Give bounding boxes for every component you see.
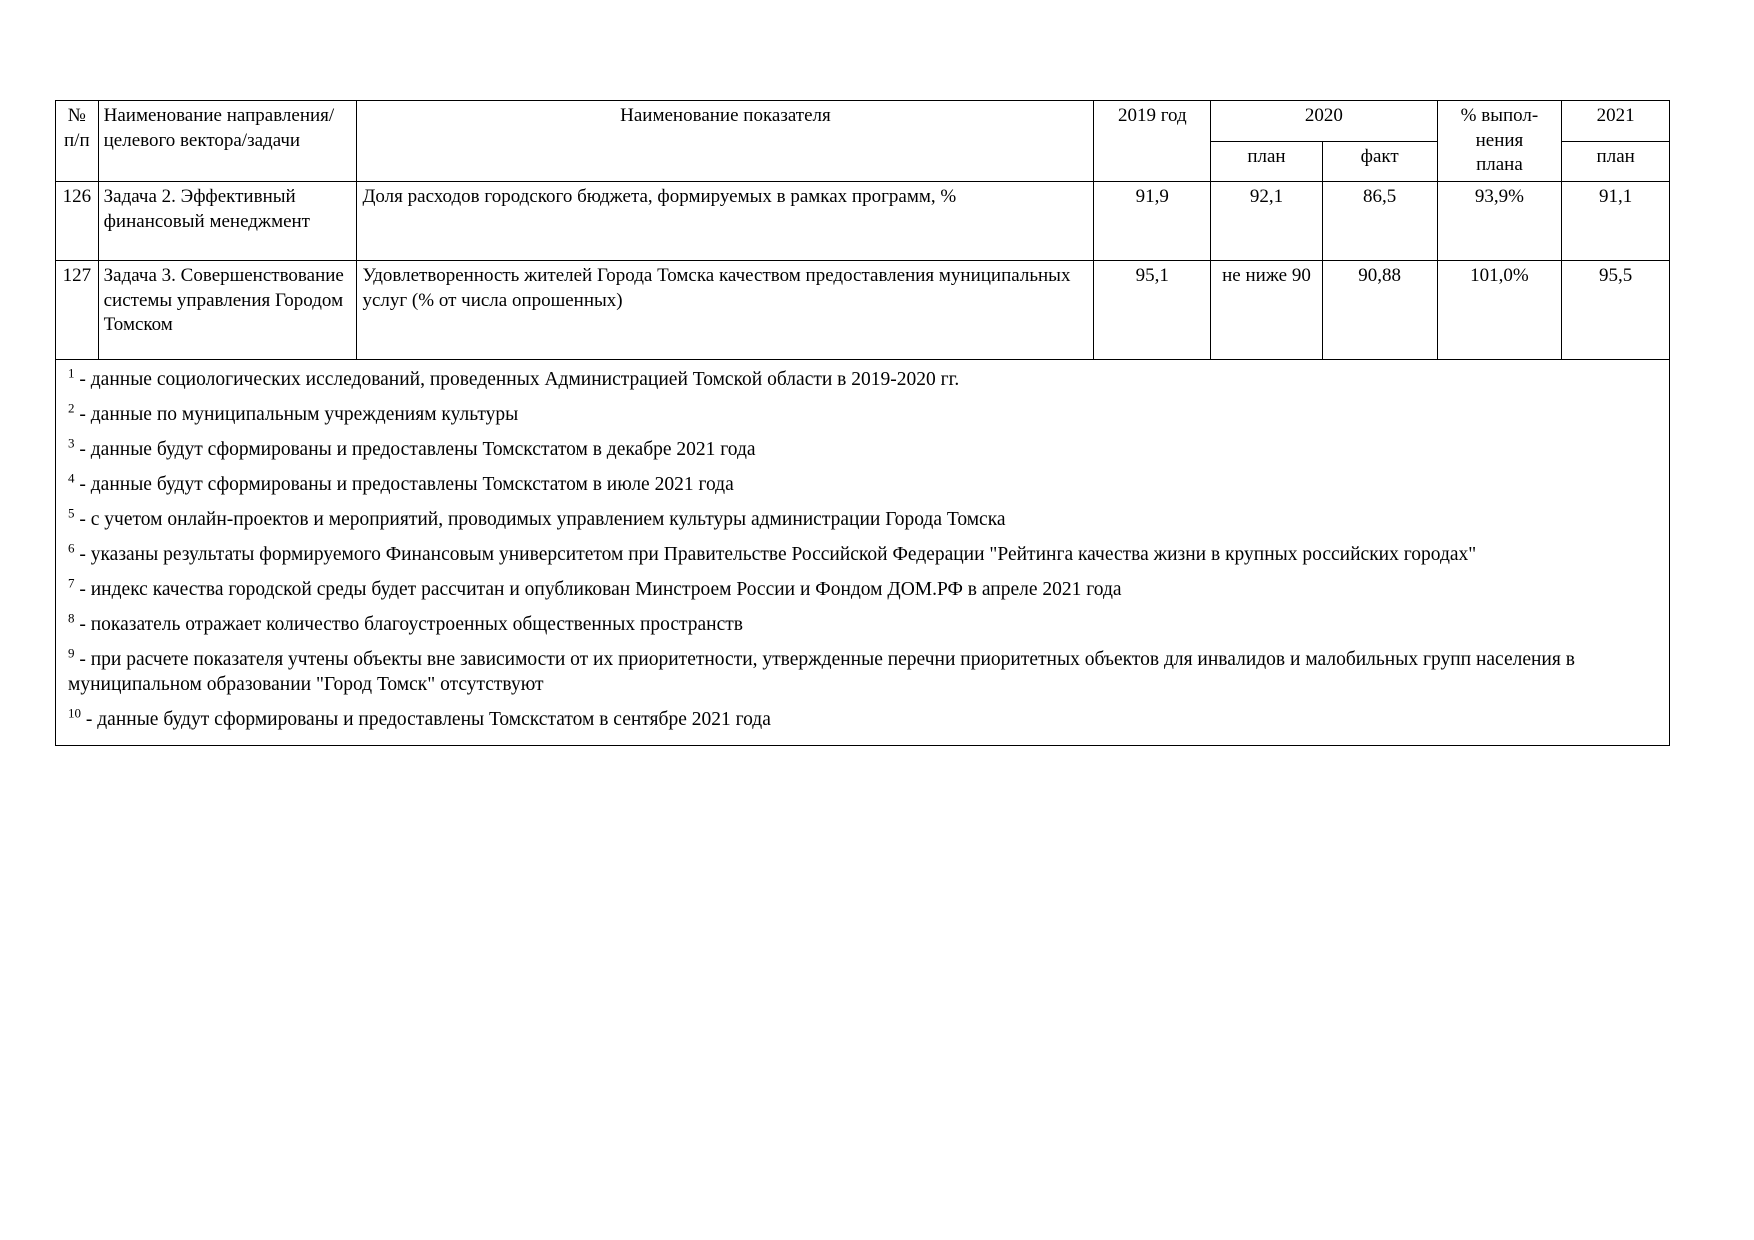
row-plan-2021: 91,1 — [1562, 182, 1670, 261]
footnote-marker: 9 — [68, 645, 75, 661]
column-header-indicator: Наименование показателя — [357, 101, 1094, 182]
row-plan-2021: 95,5 — [1562, 261, 1670, 360]
row-indicator: Доля расходов городского бюджета, формируемых в рамках программ, % — [357, 182, 1094, 261]
table-row — [56, 182, 1670, 261]
footnote-text: - указаны результаты формируемого Финансовым университетом при Правительстве Российской Федерации "Рейтинга качества жизни в крупных российских городах" — [74, 543, 1477, 565]
column-header-number-line1: № — [67, 105, 86, 126]
row-value-2019: 95,1 — [1094, 261, 1211, 360]
row-direction: Задача 2. Эффективный финансовый менеджмент — [98, 182, 357, 261]
footnote-text: - данные будут сформированы и предоставлены Томскстатом в июле 2021 года — [74, 473, 734, 495]
row-direction: Задача 3. Совершенствование системы управления Городом Томском — [98, 261, 357, 360]
row-fact-2020: 90,88 — [1322, 261, 1437, 360]
footnote-item — [66, 645, 1659, 698]
row-fact-2020: 86,5 — [1322, 182, 1437, 261]
table-row — [56, 261, 1670, 360]
column-header-number — [56, 101, 99, 182]
footnotes-block — [55, 360, 1670, 745]
footnote-text: - данные будут сформированы и предоставлены Томскстатом в сентябре 2021 года — [81, 708, 771, 730]
document-page — [55, 100, 1695, 746]
row-number: 127 — [56, 261, 99, 360]
footnote-marker: 1 — [68, 365, 75, 381]
indicators-table — [55, 100, 1670, 360]
footnote-marker: 4 — [68, 470, 75, 486]
footnote-item — [66, 610, 1659, 638]
footnote-item — [66, 435, 1659, 463]
table-header — [56, 101, 1670, 182]
footnote-marker: 5 — [68, 505, 75, 521]
footnote-marker: 6 — [68, 540, 75, 556]
footnote-marker: 10 — [68, 705, 81, 721]
column-header-plan-2020: план — [1211, 141, 1323, 182]
footnote-text: - данные по муниципальным учреждениям культуры — [74, 404, 519, 426]
column-header-number-line2: п/п — [64, 129, 90, 151]
footnote-text: - с учетом онлайн-проектов и мероприятий, проводимых управлением культуры администрации Города Томска — [74, 508, 1006, 530]
column-header-plan-2021: план — [1562, 141, 1670, 182]
footnote-item — [66, 400, 1659, 428]
row-indicator: Удовлетворенность жителей Города Томска качеством предоставления муниципальных услуг (% от числа опрошенных) — [357, 261, 1094, 360]
footnote-text: - показатель отражает количество благоустроенных общественных пространств — [74, 613, 744, 635]
footnote-text: - данные будут сформированы и предоставлены Томскстатом в декабре 2021 года — [74, 438, 756, 460]
footnote-marker: 7 — [68, 575, 75, 591]
footnote-item — [66, 540, 1659, 568]
column-header-2021: 2021 — [1562, 101, 1670, 142]
footnote-item — [66, 575, 1659, 603]
footnote-marker: 2 — [68, 400, 75, 416]
column-header-fact-2020: факт — [1322, 141, 1437, 182]
table-body — [56, 182, 1670, 360]
footnote-text: - индекс качества городской среды будет рассчитан и опубликован Минстроем России и Фондом ДОМ.РФ в апреле 2021 года — [74, 578, 1122, 600]
column-header-percent — [1437, 101, 1562, 182]
footnote-item — [66, 470, 1659, 498]
footnote-item — [66, 705, 1659, 733]
column-header-2019: 2019 год — [1094, 101, 1211, 182]
table-header-row-1 — [56, 101, 1670, 142]
column-header-percent-line2: нения — [1475, 129, 1524, 151]
column-header-direction: Наименование направления/целевого вектора/задачи — [98, 101, 357, 182]
row-number: 126 — [56, 182, 99, 261]
column-header-percent-line3: плана — [1476, 154, 1523, 176]
footnote-text: - данные социологических исследований, проведенных Администрацией Томской области в 2019-2020 гг. — [74, 369, 960, 391]
footnote-item — [66, 365, 1659, 393]
row-plan-2020: 92,1 — [1211, 182, 1323, 261]
footnote-item — [66, 505, 1659, 533]
row-plan-2020: не ниже 90 — [1211, 261, 1323, 360]
footnote-marker: 8 — [68, 610, 75, 626]
row-percent: 93,9% — [1437, 182, 1562, 261]
row-value-2019: 91,9 — [1094, 182, 1211, 261]
footnote-marker: 3 — [68, 435, 75, 451]
column-header-2020: 2020 — [1211, 101, 1437, 142]
column-header-percent-line1: % выпол- — [1460, 105, 1539, 126]
row-percent: 101,0% — [1437, 261, 1562, 360]
footnote-text: - при расчете показателя учтены объекты вне зависимости от их приоритетности, утвержденные перечни приоритетных объектов для инвалидов и малобильных групп населения в муниципальном образовании "Город Томск" отсутствуют — [68, 648, 1575, 695]
